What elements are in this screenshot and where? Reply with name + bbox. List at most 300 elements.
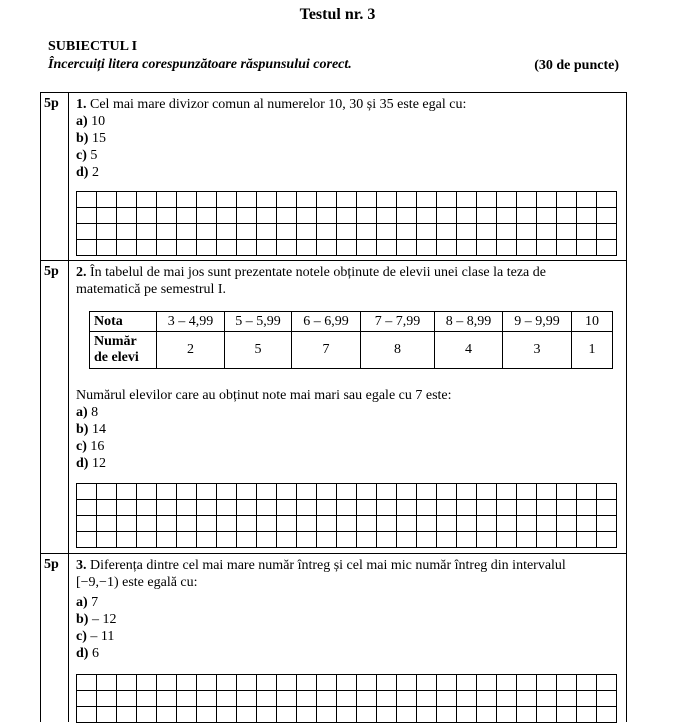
grid-cell[interactable] — [277, 707, 297, 723]
grid-cell[interactable] — [137, 224, 157, 240]
grid-cell[interactable] — [437, 691, 457, 707]
grid-cell[interactable] — [337, 500, 357, 516]
grid-cell[interactable] — [317, 675, 337, 691]
grid-cell[interactable] — [217, 484, 237, 500]
grid-cell[interactable] — [357, 484, 377, 500]
grid-cell[interactable] — [197, 500, 217, 516]
grid-cell[interactable] — [237, 484, 257, 500]
option-b[interactable]: b) – 12 — [76, 612, 117, 627]
grid-cell[interactable] — [337, 532, 357, 548]
grid-cell[interactable] — [397, 516, 417, 532]
grid-cell[interactable] — [557, 707, 577, 723]
grid-cell[interactable] — [137, 532, 157, 548]
grid-cell[interactable] — [497, 707, 517, 723]
grid-cell[interactable] — [77, 192, 97, 208]
grid-cell[interactable] — [277, 675, 297, 691]
grid-cell[interactable] — [497, 224, 517, 240]
grid-cell[interactable] — [357, 224, 377, 240]
grid-cell[interactable] — [117, 500, 137, 516]
grid-cell[interactable] — [217, 208, 237, 224]
option-c[interactable]: c) – 11 — [76, 629, 115, 644]
grid-cell[interactable] — [457, 208, 477, 224]
option-d[interactable]: d) 6 — [76, 646, 99, 661]
grid-cell[interactable] — [357, 500, 377, 516]
grid-cell[interactable] — [517, 484, 537, 500]
grid-cell[interactable] — [497, 532, 517, 548]
grid-cell[interactable] — [497, 192, 517, 208]
grid-cell[interactable] — [497, 675, 517, 691]
grid-cell[interactable] — [157, 484, 177, 500]
grid-cell[interactable] — [337, 691, 357, 707]
grid-cell[interactable] — [157, 532, 177, 548]
grid-cell[interactable] — [357, 192, 377, 208]
grid-cell[interactable] — [537, 691, 557, 707]
grid-cell[interactable] — [257, 240, 277, 256]
grid-cell[interactable] — [157, 516, 177, 532]
grid-cell[interactable] — [177, 484, 197, 500]
grid-cell[interactable] — [377, 192, 397, 208]
grid-cell[interactable] — [257, 707, 277, 723]
grid-cell[interactable] — [537, 208, 557, 224]
grid-cell[interactable] — [437, 192, 457, 208]
grid-cell[interactable] — [417, 500, 437, 516]
grid-cell[interactable] — [457, 516, 477, 532]
grid-cell[interactable] — [537, 224, 557, 240]
grid-cell[interactable] — [297, 484, 317, 500]
grid-cell[interactable] — [377, 224, 397, 240]
grid-cell[interactable] — [437, 208, 457, 224]
grid-cell[interactable] — [377, 707, 397, 723]
grid-cell[interactable] — [537, 240, 557, 256]
grid-cell[interactable] — [177, 192, 197, 208]
grid-cell[interactable] — [357, 532, 377, 548]
grid-cell[interactable] — [417, 675, 437, 691]
grid-cell[interactable] — [157, 240, 177, 256]
grid-cell[interactable] — [557, 240, 577, 256]
grid-cell[interactable] — [557, 500, 577, 516]
grid-cell[interactable] — [217, 224, 237, 240]
grid-cell[interactable] — [557, 208, 577, 224]
grid-cell[interactable] — [97, 208, 117, 224]
grid-cell[interactable] — [477, 500, 497, 516]
grid-cell[interactable] — [97, 707, 117, 723]
grid-cell[interactable] — [377, 516, 397, 532]
grid-cell[interactable] — [157, 691, 177, 707]
grid-cell[interactable] — [597, 532, 617, 548]
grid-cell[interactable] — [177, 500, 197, 516]
grid-cell[interactable] — [517, 224, 537, 240]
grid-cell[interactable] — [177, 532, 197, 548]
grid-cell[interactable] — [397, 484, 417, 500]
grid-cell[interactable] — [577, 208, 597, 224]
grid-cell[interactable] — [277, 208, 297, 224]
grid-cell[interactable] — [437, 516, 457, 532]
grid-cell[interactable] — [537, 707, 557, 723]
grid-cell[interactable] — [137, 675, 157, 691]
grid-cell[interactable] — [177, 224, 197, 240]
grid-cell[interactable] — [177, 516, 197, 532]
grid-cell[interactable] — [477, 208, 497, 224]
grid-cell[interactable] — [597, 240, 617, 256]
grid-cell[interactable] — [217, 675, 237, 691]
grid-cell[interactable] — [137, 516, 157, 532]
grid-cell[interactable] — [197, 192, 217, 208]
grid-cell[interactable] — [537, 484, 557, 500]
grid-cell[interactable] — [477, 691, 497, 707]
grid-cell[interactable] — [417, 224, 437, 240]
grid-cell[interactable] — [77, 224, 97, 240]
grid-cell[interactable] — [77, 707, 97, 723]
grid-cell[interactable] — [537, 675, 557, 691]
grid-cell[interactable] — [237, 500, 257, 516]
grid-cell[interactable] — [357, 707, 377, 723]
grid-cell[interactable] — [357, 208, 377, 224]
grid-cell[interactable] — [77, 240, 97, 256]
grid-cell[interactable] — [577, 691, 597, 707]
grid-cell[interactable] — [457, 675, 477, 691]
grid-cell[interactable] — [197, 675, 217, 691]
grid-cell[interactable] — [317, 532, 337, 548]
grid-cell[interactable] — [297, 707, 317, 723]
grid-cell[interactable] — [217, 532, 237, 548]
grid-cell[interactable] — [597, 691, 617, 707]
grid-cell[interactable] — [257, 208, 277, 224]
grid-cell[interactable] — [277, 500, 297, 516]
grid-cell[interactable] — [257, 675, 277, 691]
grid-cell[interactable] — [217, 516, 237, 532]
grid-cell[interactable] — [237, 224, 257, 240]
grid-cell[interactable] — [497, 484, 517, 500]
grid-cell[interactable] — [257, 224, 277, 240]
option-a[interactable]: a) 10 — [76, 114, 106, 129]
grid-cell[interactable] — [577, 484, 597, 500]
grid-cell[interactable] — [297, 192, 317, 208]
grid-cell[interactable] — [497, 691, 517, 707]
grid-cell[interactable] — [157, 675, 177, 691]
grid-cell[interactable] — [397, 675, 417, 691]
grid-cell[interactable] — [597, 192, 617, 208]
grid-cell[interactable] — [197, 484, 217, 500]
grid-cell[interactable] — [417, 691, 437, 707]
grid-cell[interactable] — [297, 691, 317, 707]
grid-cell[interactable] — [277, 516, 297, 532]
grid-cell[interactable] — [277, 691, 297, 707]
answer-grid[interactable] — [76, 483, 617, 548]
grid-cell[interactable] — [337, 707, 357, 723]
grid-cell[interactable] — [417, 240, 437, 256]
grid-cell[interactable] — [377, 500, 397, 516]
grid-cell[interactable] — [97, 192, 117, 208]
grid-cell[interactable] — [197, 224, 217, 240]
grid-cell[interactable] — [517, 192, 537, 208]
grid-cell[interactable] — [277, 240, 297, 256]
grid-cell[interactable] — [177, 208, 197, 224]
grid-cell[interactable] — [117, 516, 137, 532]
grid-cell[interactable] — [317, 500, 337, 516]
option-d[interactable]: d) 2 — [76, 165, 99, 180]
grid-cell[interactable] — [377, 675, 397, 691]
grid-cell[interactable] — [577, 192, 597, 208]
grid-cell[interactable] — [257, 484, 277, 500]
grid-cell[interactable] — [597, 500, 617, 516]
grid-cell[interactable] — [157, 192, 177, 208]
grid-cell[interactable] — [557, 532, 577, 548]
grid-cell[interactable] — [77, 532, 97, 548]
grid-cell[interactable] — [257, 192, 277, 208]
grid-cell[interactable] — [77, 675, 97, 691]
grid-cell[interactable] — [397, 532, 417, 548]
grid-cell[interactable] — [437, 500, 457, 516]
option-d[interactable]: d) 12 — [76, 456, 106, 471]
grid-cell[interactable] — [337, 484, 357, 500]
grid-cell[interactable] — [217, 500, 237, 516]
grid-cell[interactable] — [297, 240, 317, 256]
grid-cell[interactable] — [77, 691, 97, 707]
grid-cell[interactable] — [317, 224, 337, 240]
grid-cell[interactable] — [397, 192, 417, 208]
grid-cell[interactable] — [597, 224, 617, 240]
grid-cell[interactable] — [337, 208, 357, 224]
grid-cell[interactable] — [117, 484, 137, 500]
grid-cell[interactable] — [97, 532, 117, 548]
grid-cell[interactable] — [77, 516, 97, 532]
grid-cell[interactable] — [537, 500, 557, 516]
grid-cell[interactable] — [397, 707, 417, 723]
grid-cell[interactable] — [597, 707, 617, 723]
grid-cell[interactable] — [337, 224, 357, 240]
grid-cell[interactable] — [377, 532, 397, 548]
grid-cell[interactable] — [117, 240, 137, 256]
grid-cell[interactable] — [397, 208, 417, 224]
grid-cell[interactable] — [157, 208, 177, 224]
grid-cell[interactable] — [517, 208, 537, 224]
grid-cell[interactable] — [177, 675, 197, 691]
grid-cell[interactable] — [117, 707, 137, 723]
grid-cell[interactable] — [177, 691, 197, 707]
grid-cell[interactable] — [597, 675, 617, 691]
grid-cell[interactable] — [117, 224, 137, 240]
grid-cell[interactable] — [137, 484, 157, 500]
grid-cell[interactable] — [317, 208, 337, 224]
grid-cell[interactable] — [497, 208, 517, 224]
grid-cell[interactable] — [257, 691, 277, 707]
grid-cell[interactable] — [197, 691, 217, 707]
grid-cell[interactable] — [397, 691, 417, 707]
grid-cell[interactable] — [237, 691, 257, 707]
grid-cell[interactable] — [537, 516, 557, 532]
grid-cell[interactable] — [477, 484, 497, 500]
grid-cell[interactable] — [97, 675, 117, 691]
grid-cell[interactable] — [417, 208, 437, 224]
grid-cell[interactable] — [297, 224, 317, 240]
grid-cell[interactable] — [357, 240, 377, 256]
grid-cell[interactable] — [217, 707, 237, 723]
grid-cell[interactable] — [317, 240, 337, 256]
grid-cell[interactable] — [557, 516, 577, 532]
grid-cell[interactable] — [597, 208, 617, 224]
grid-cell[interactable] — [197, 208, 217, 224]
grid-cell[interactable] — [257, 500, 277, 516]
grid-cell[interactable] — [377, 691, 397, 707]
grid-cell[interactable] — [337, 192, 357, 208]
grid-cell[interactable] — [537, 532, 557, 548]
grid-cell[interactable] — [537, 192, 557, 208]
grid-cell[interactable] — [437, 224, 457, 240]
grid-cell[interactable] — [117, 691, 137, 707]
grid-cell[interactable] — [277, 224, 297, 240]
grid-cell[interactable] — [457, 707, 477, 723]
grid-cell[interactable] — [277, 192, 297, 208]
grid-cell[interactable] — [577, 707, 597, 723]
grid-cell[interactable] — [97, 516, 117, 532]
answer-grid[interactable] — [76, 674, 617, 723]
grid-cell[interactable] — [317, 192, 337, 208]
grid-cell[interactable] — [297, 208, 317, 224]
grid-cell[interactable] — [77, 500, 97, 516]
grid-cell[interactable] — [77, 484, 97, 500]
grid-cell[interactable] — [377, 208, 397, 224]
grid-cell[interactable] — [577, 675, 597, 691]
grid-cell[interactable] — [417, 532, 437, 548]
grid-cell[interactable] — [217, 691, 237, 707]
grid-cell[interactable] — [437, 707, 457, 723]
grid-cell[interactable] — [137, 691, 157, 707]
option-a[interactable]: a) 7 — [76, 595, 99, 610]
grid-cell[interactable] — [197, 516, 217, 532]
grid-cell[interactable] — [337, 240, 357, 256]
grid-cell[interactable] — [97, 691, 117, 707]
grid-cell[interactable] — [457, 500, 477, 516]
grid-cell[interactable] — [497, 516, 517, 532]
grid-cell[interactable] — [217, 192, 237, 208]
grid-cell[interactable] — [177, 707, 197, 723]
grid-cell[interactable] — [577, 224, 597, 240]
grid-cell[interactable] — [157, 224, 177, 240]
grid-cell[interactable] — [257, 532, 277, 548]
grid-cell[interactable] — [517, 532, 537, 548]
grid-cell[interactable] — [237, 516, 257, 532]
grid-cell[interactable] — [297, 500, 317, 516]
grid-cell[interactable] — [557, 675, 577, 691]
grid-cell[interactable] — [497, 500, 517, 516]
grid-cell[interactable] — [317, 707, 337, 723]
grid-cell[interactable] — [457, 484, 477, 500]
option-b[interactable]: b) 14 — [76, 422, 106, 437]
grid-cell[interactable] — [557, 224, 577, 240]
grid-cell[interactable] — [197, 240, 217, 256]
grid-cell[interactable] — [137, 240, 157, 256]
grid-cell[interactable] — [477, 516, 497, 532]
grid-cell[interactable] — [97, 224, 117, 240]
grid-cell[interactable] — [577, 516, 597, 532]
grid-cell[interactable] — [237, 675, 257, 691]
grid-cell[interactable] — [337, 675, 357, 691]
grid-cell[interactable] — [477, 224, 497, 240]
answer-grid[interactable] — [76, 191, 617, 256]
grid-cell[interactable] — [277, 532, 297, 548]
grid-cell[interactable] — [457, 240, 477, 256]
grid-cell[interactable] — [297, 532, 317, 548]
grid-cell[interactable] — [197, 707, 217, 723]
grid-cell[interactable] — [277, 484, 297, 500]
grid-cell[interactable] — [217, 240, 237, 256]
grid-cell[interactable] — [457, 224, 477, 240]
grid-cell[interactable] — [437, 240, 457, 256]
grid-cell[interactable] — [577, 500, 597, 516]
grid-cell[interactable] — [377, 484, 397, 500]
grid-cell[interactable] — [317, 516, 337, 532]
grid-cell[interactable] — [137, 208, 157, 224]
grid-cell[interactable] — [357, 675, 377, 691]
grid-cell[interactable] — [517, 707, 537, 723]
grid-cell[interactable] — [397, 240, 417, 256]
grid-cell[interactable] — [437, 675, 457, 691]
grid-cell[interactable] — [517, 500, 537, 516]
grid-cell[interactable] — [477, 532, 497, 548]
grid-cell[interactable] — [357, 516, 377, 532]
grid-cell[interactable] — [157, 500, 177, 516]
grid-cell[interactable] — [477, 707, 497, 723]
grid-cell[interactable] — [117, 208, 137, 224]
grid-cell[interactable] — [117, 192, 137, 208]
grid-cell[interactable] — [417, 192, 437, 208]
grid-cell[interactable] — [597, 484, 617, 500]
grid-cell[interactable] — [457, 691, 477, 707]
grid-cell[interactable] — [557, 484, 577, 500]
grid-cell[interactable] — [197, 532, 217, 548]
grid-cell[interactable] — [237, 192, 257, 208]
grid-cell[interactable] — [417, 707, 437, 723]
grid-cell[interactable] — [157, 707, 177, 723]
grid-cell[interactable] — [497, 240, 517, 256]
grid-cell[interactable] — [97, 500, 117, 516]
grid-cell[interactable] — [97, 484, 117, 500]
option-b[interactable]: b) 15 — [76, 131, 106, 146]
grid-cell[interactable] — [337, 516, 357, 532]
grid-cell[interactable] — [237, 532, 257, 548]
grid-cell[interactable] — [257, 516, 277, 532]
option-c[interactable]: c) 16 — [76, 439, 105, 454]
grid-cell[interactable] — [237, 240, 257, 256]
grid-cell[interactable] — [517, 691, 537, 707]
grid-cell[interactable] — [457, 532, 477, 548]
grid-cell[interactable] — [377, 240, 397, 256]
grid-cell[interactable] — [297, 516, 317, 532]
grid-cell[interactable] — [177, 240, 197, 256]
grid-cell[interactable] — [297, 675, 317, 691]
grid-cell[interactable] — [437, 484, 457, 500]
grid-cell[interactable] — [397, 224, 417, 240]
grid-cell[interactable] — [437, 532, 457, 548]
grid-cell[interactable] — [557, 192, 577, 208]
grid-cell[interactable] — [137, 192, 157, 208]
option-a[interactable]: a) 8 — [76, 405, 99, 420]
grid-cell[interactable] — [317, 484, 337, 500]
grid-cell[interactable] — [477, 192, 497, 208]
grid-cell[interactable] — [517, 240, 537, 256]
grid-cell[interactable] — [477, 240, 497, 256]
grid-cell[interactable] — [237, 707, 257, 723]
grid-cell[interactable] — [417, 516, 437, 532]
grid-cell[interactable] — [417, 484, 437, 500]
grid-cell[interactable] — [577, 240, 597, 256]
grid-cell[interactable] — [557, 691, 577, 707]
grid-cell[interactable] — [97, 240, 117, 256]
grid-cell[interactable] — [597, 516, 617, 532]
grid-cell[interactable] — [77, 208, 97, 224]
grid-cell[interactable] — [317, 691, 337, 707]
grid-cell[interactable] — [477, 675, 497, 691]
